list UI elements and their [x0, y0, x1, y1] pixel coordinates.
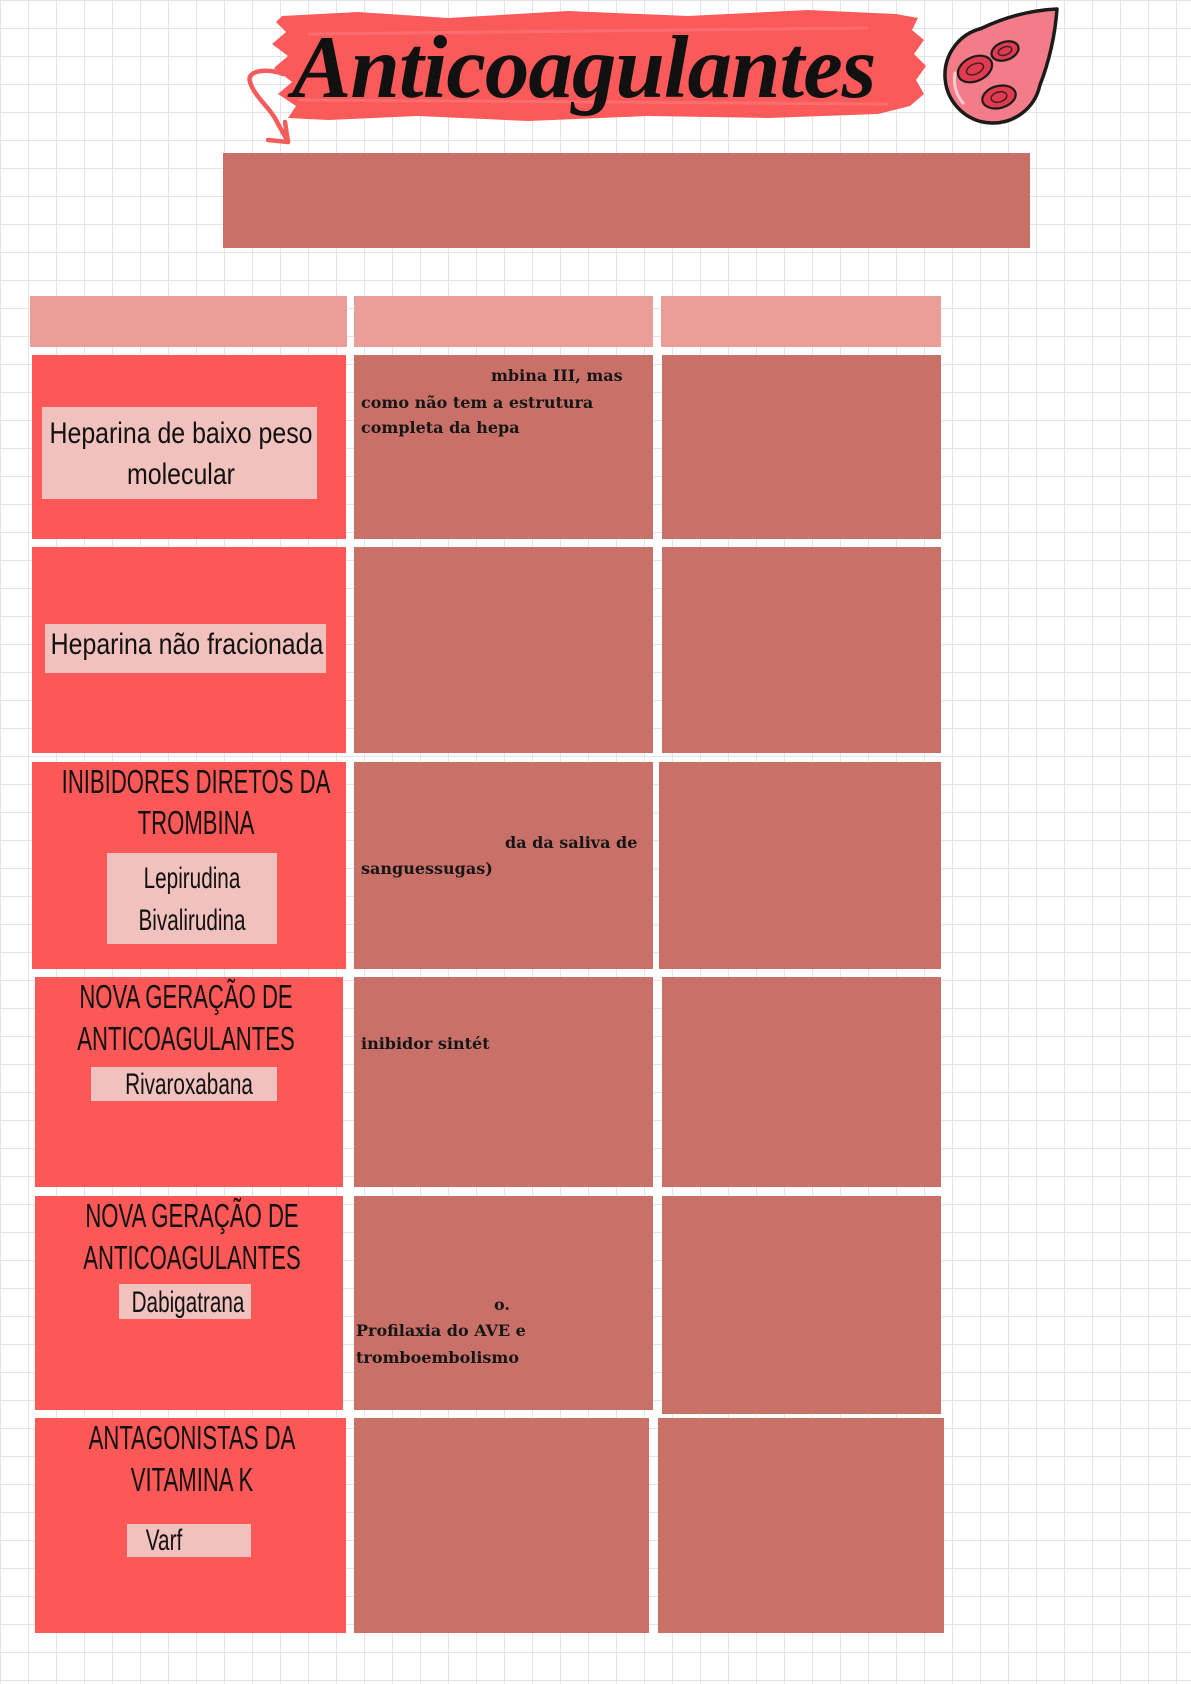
detail-cell	[662, 547, 941, 753]
note-line: da da saliva de	[505, 833, 638, 852]
note-line: completa da hepa	[361, 418, 520, 437]
detail-cell	[659, 762, 941, 969]
detail-cell	[354, 1418, 649, 1633]
curved-arrow-icon	[228, 60, 308, 156]
drug-class-heading: NOVA GERAÇÃO DE	[85, 1197, 299, 1234]
drug-class-heading: ANTICOAGULANTES	[83, 1239, 301, 1276]
detail-cell	[658, 1418, 944, 1633]
note-line: como não tem a estrutura	[361, 393, 594, 412]
detail-cell	[662, 355, 941, 539]
drug-label-line: Dabigatrana	[131, 1286, 245, 1319]
drug-label-line: Rivaroxabana	[125, 1068, 253, 1101]
drug-class-heading: INIBIDORES DIRETOS DA	[61, 763, 331, 800]
drug-label-line: molecular	[127, 458, 235, 491]
drug-class-heading: TROMBINA	[137, 804, 255, 841]
drug-label-line: Heparina não fracionada	[50, 628, 324, 661]
table-header-cell	[661, 296, 941, 347]
drug-class-heading: VITAMINA K	[130, 1461, 254, 1498]
detail-cell	[662, 977, 941, 1187]
drug-label-line: Varf	[145, 1524, 183, 1557]
drug-label-line: Lepirudina	[143, 862, 241, 895]
detail-cell	[354, 547, 653, 753]
drug-class-heading: NOVA GERAÇÃO DE	[79, 978, 293, 1015]
drug-label-line: Heparina de baixo peso	[49, 417, 313, 450]
drug-class-heading: ANTAGONISTAS DA	[88, 1419, 296, 1456]
table-header-cell	[354, 296, 653, 347]
note-line: Profilaxia do AVE e	[356, 1321, 526, 1340]
table-header-cell	[30, 296, 347, 347]
drug-class-heading: ANTICOAGULANTES	[77, 1020, 295, 1057]
note-line: sanguessugas)	[361, 859, 493, 878]
page-title: Anticoagulantes	[292, 19, 876, 117]
blood-drop-icon	[933, 3, 1063, 133]
note-line: mbina III, mas	[491, 366, 623, 385]
note-line: inibidor sintét	[361, 1034, 490, 1053]
drug-label-line: Bivalirudina	[138, 904, 246, 937]
detail-cell	[662, 1196, 941, 1414]
note-line: o.	[494, 1295, 510, 1314]
arrow-shaft	[250, 71, 288, 142]
subtitle-banner	[223, 153, 1030, 248]
note-line: tromboembolismo	[356, 1348, 520, 1367]
detail-cell	[354, 977, 653, 1187]
